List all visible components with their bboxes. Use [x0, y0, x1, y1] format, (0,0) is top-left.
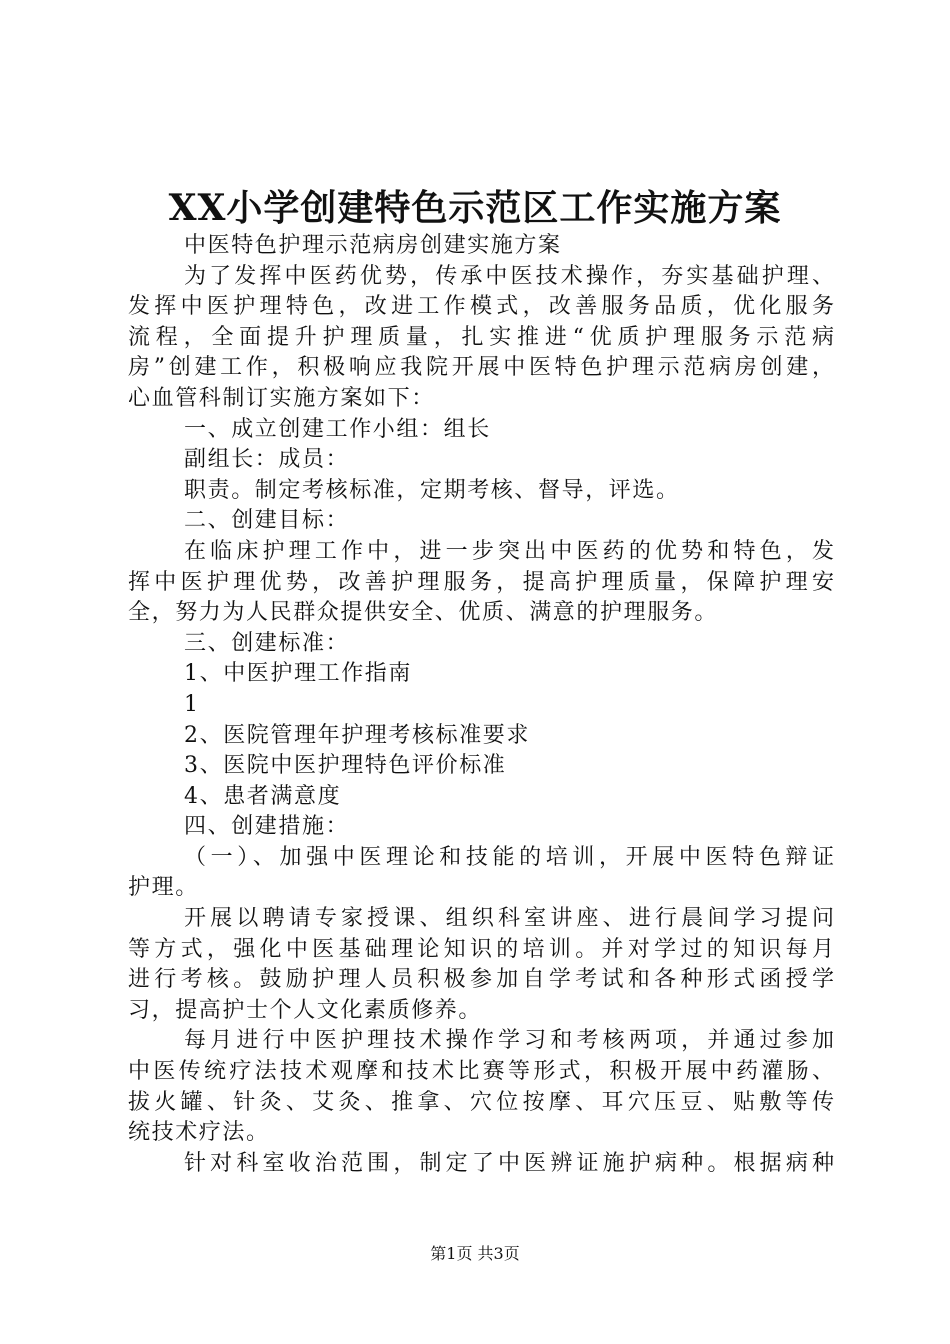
- paragraph-line: 发挥中医护理特色，改进工作模式，改善服务品质，优化服务: [128, 294, 834, 320]
- paragraph-line: 统技术疗法。: [128, 1120, 270, 1146]
- list-item: 1、中医护理工作指南: [184, 661, 412, 687]
- paragraph-line: 房”创建工作，积极响应我院开展中医特色护理示范病房创建，: [128, 355, 834, 381]
- section-heading: 一、成立创建工作小组：组长: [184, 416, 491, 442]
- paragraph-line: 在临床护理工作中，进一步突出中医药的优势和特色，发: [184, 538, 834, 564]
- paragraph-line: 开展以聘请专家授课、组织科室讲座、进行晨间学习提问: [184, 906, 834, 932]
- paragraph-line: 中医传统疗法技术观摩和技术比赛等形式，积极开展中药灌肠、: [128, 1059, 834, 1085]
- list-item: 1: [184, 691, 200, 717]
- list-item: 2、医院管理年护理考核标准要求: [184, 722, 530, 748]
- paragraph-line: 全，努力为人民群众提供安全、优质、满意的护理服务。: [128, 600, 719, 626]
- paragraph-line: 拔火罐、针灸、艾灸、推拿、穴位按摩、耳穴压豆、贴敷等传: [128, 1089, 834, 1115]
- paragraph-line: 针对科室收治范围，制定了中医辨证施护病种。根据病种: [184, 1150, 834, 1176]
- paragraph-line: 职责。制定考核标准，定期考核、督导，评选。: [184, 477, 680, 503]
- paragraph-line: 等方式，强化中医基础理论知识的培训。并对学过的知识每月: [128, 936, 834, 962]
- paragraph-line: 护理。: [128, 875, 199, 901]
- section-heading: 四、创建措施：: [184, 814, 350, 840]
- paragraph-line: 心血管科制订实施方案如下：: [128, 385, 435, 411]
- document-title: XX小学创建特色示范区工作实施方案: [168, 187, 782, 229]
- paragraph-line: 进行考核。鼓励护理人员积极参加自学考试和各种形式函授学: [128, 967, 834, 993]
- paragraph-line: （一）、加强中医理论和技能的培训，开展中医特色辩证: [184, 844, 834, 870]
- paragraph-line: 每月进行中医护理技术操作学习和考核两项，并通过参加: [184, 1028, 834, 1054]
- paragraph-line: 流程，全面提升护理质量，扎实推进“优质护理服务示范病: [128, 324, 834, 350]
- page-footer: 第1页 共3页: [430, 1244, 520, 1263]
- list-item: 3、医院中医护理特色评价标准: [184, 753, 507, 779]
- document-body: [128, 231, 834, 1179]
- paragraph-line: 习，提高护士个人文化素质修养。: [128, 997, 483, 1023]
- paragraph-line: 为了发挥中医药优势，传承中医技术操作，夯实基础护理、: [184, 263, 834, 289]
- paragraph-line: 挥中医护理优势，改善护理服务，提高护理质量，保障护理安: [128, 569, 834, 595]
- paragraph-line: 副组长：成员：: [184, 447, 350, 473]
- section-heading: 二、创建目标：: [184, 508, 350, 534]
- list-item: 4、患者满意度: [184, 783, 342, 809]
- paragraph-line: 中医特色护理示范病房创建实施方案: [184, 233, 562, 258]
- section-heading: 三、创建标准：: [184, 630, 350, 656]
